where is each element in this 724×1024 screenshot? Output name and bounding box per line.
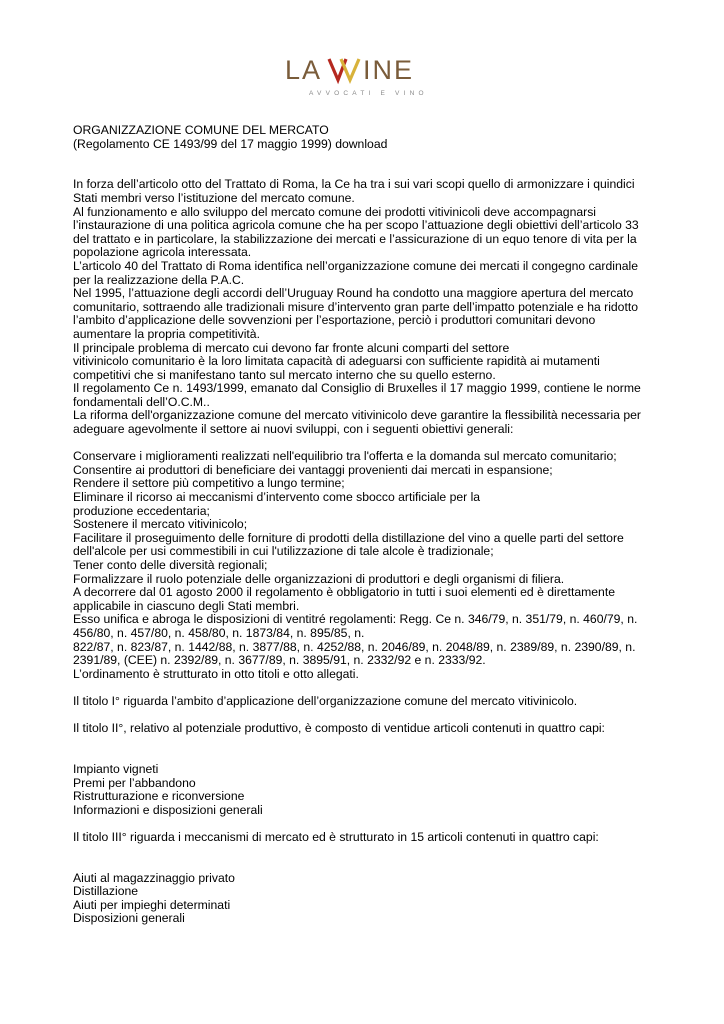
text-line: applicabile in ciascuno degli Stati membri. bbox=[73, 598, 300, 613]
list-item: Informazioni e disposizioni generali bbox=[73, 802, 263, 817]
text-line: fondamentali dell’O.C.M.. bbox=[73, 394, 210, 409]
logo-vv-mark bbox=[329, 59, 359, 80]
text-line: Il principale problema di mercato cui devono far fronte alcuni comparti del settore bbox=[73, 340, 510, 355]
text-line: Facilitare il proseguimento delle forniture di prodotti della distillazione del vino a quelle parti del settore bbox=[73, 530, 624, 545]
text-line: 822/87, n. 823/87, n. 1442/88, n. 3877/88, n. 4252/88, n. 2046/89, n. 2048/89, n. 2389/89, n. 2390/89, n. bbox=[73, 639, 636, 654]
titolo-3-capi-list bbox=[73, 872, 653, 926]
titolo-2-text: Il titolo II°, relativo al potenziale produttivo, è composto di ventidue articoli contenuti in quattro capi: bbox=[73, 721, 605, 736]
text-line: L’articolo 40 del Trattato di Roma identifica nell’organizzazione comune dei mercati il congegno cardinale bbox=[73, 258, 639, 273]
text-line: L’ordinamento è strutturato in otto titoli e otto allegati. bbox=[73, 666, 359, 681]
text-line: Eliminare il ricorso ai meccanismi d’intervento come sbocco artificiale per la bbox=[73, 490, 481, 505]
text-line: Sostenere il mercato vitivinicolo; bbox=[73, 517, 248, 532]
logo-tagline: AVVOCATI E VINO bbox=[309, 90, 428, 97]
text-line: produzione eccedentaria; bbox=[73, 503, 210, 518]
text-line: Esso unifica e abroga le disposizioni di ventitré regolamenti: Regg. Ce n. 346/79, n. 351/79, n. 460/79, n. bbox=[73, 612, 638, 627]
titolo-1-text: Il titolo I° riguarda l’ambito d’applicazione dell’organizzazione comune del mercato vitivinicolo. bbox=[73, 693, 578, 708]
text-line: Conservare i miglioramenti realizzati nell'equilibrio tra l'offerta e la domanda sul mercato comunitario; bbox=[73, 449, 617, 464]
list-item: Disposizioni generali bbox=[73, 911, 185, 926]
text-line: dell'alcole per usi commestibili in cui l'utilizzazione di tale alcole è tradizionale; bbox=[73, 544, 494, 559]
document-subtitle: (Regolamento CE 1493/99 del 17 maggio 1999) download bbox=[73, 136, 388, 151]
list-item: Ristrutturazione e riconversione bbox=[73, 789, 245, 804]
titolo-3-text: Il titolo III° riguarda i meccanismi di mercato ed è strutturato in 15 articoli contenuti in quattro capi: bbox=[73, 829, 599, 844]
text-line: adeguare agevolmente il settore ai nuovi sviluppi, con i seguenti obiettivi generali: bbox=[73, 422, 514, 437]
text-line: l’ambito d’applicazione delle sovvenzioni per l’esportazione, perciò i produttori comunitari devono bbox=[73, 313, 596, 328]
text-line: l’instaurazione di una politica agricola comune che ha per scopo l’attuazione degli obiettivi dell’articolo 33 bbox=[73, 218, 639, 233]
text-line: In forza dell’articolo otto del Trattato di Roma, la Ce ha tra i sui vari scopi quello di armonizzare i quindici bbox=[73, 177, 635, 192]
intro-paragraphs bbox=[73, 178, 653, 436]
text-line: competitivi che si manifestano tanto sul mercato interno che su quello esterno. bbox=[73, 367, 496, 382]
text-line: aumentare la propria competitività. bbox=[73, 326, 260, 341]
text-line: Al funzionamento e allo sviluppo del mercato comune dei prodotti vitivinicoli deve accompagnarsi bbox=[73, 204, 596, 219]
list-item: Impianto vigneti bbox=[73, 761, 159, 776]
titolo-2-capi-list bbox=[73, 763, 653, 817]
text-line: Nel 1995, l’attuazione degli accordi dell’Uruguay Round ha condotto una maggiore apertura del mercato bbox=[73, 286, 634, 301]
text-line: comunitario, sottraendo alle tradizionali misure d’intervento gran parte dell’impatto potenziale e ha ridotto bbox=[73, 299, 639, 314]
text-line: Formalizzare il ruolo potenziale delle organizzazioni di produttori e degli organismi di filiera. bbox=[73, 571, 565, 586]
list-item: Aiuti per impieghi determinati bbox=[73, 897, 231, 912]
logo-text-ine: INE bbox=[363, 55, 415, 85]
text-line: La riforma dell'organizzazione comune del mercato vitivinicolo deve garantire la flessibilità necessaria per bbox=[73, 408, 641, 423]
logo-text-la: LA bbox=[285, 55, 323, 85]
text-line: Stati membri verso l’istituzione del mercato comune. bbox=[73, 190, 355, 205]
text-line: Il regolamento Ce n. 1493/1999, emanato dal Consiglio di Bruxelles il 17 maggio 1999, contiene le norme bbox=[73, 381, 641, 396]
document-title: ORGANIZZAZIONE COMUNE DEL MERCATO bbox=[73, 123, 329, 137]
brand-logo bbox=[283, 53, 443, 97]
text-line: Tener conto delle diversità regionali; bbox=[73, 558, 268, 572]
list-item: Aiuti al magazzinaggio privato bbox=[73, 870, 235, 885]
list-item: Distillazione bbox=[73, 884, 139, 899]
text-line: 2391/89, (CEE) n. 2392/89, n. 3677/89, n. 3895/91, n. 2332/92 e n. 2333/92. bbox=[73, 653, 486, 668]
text-line: vitivinicolo comunitario è la loro limitata capacità di adeguarsi con sufficiente rapidità ai mutamenti bbox=[73, 354, 600, 369]
text-line: per la realizzazione della P.A.C. bbox=[73, 272, 245, 287]
text-line: Consentire ai produttori di beneficiare dei vantaggi provenienti dai mercati in espansione; bbox=[73, 462, 553, 477]
text-line: del trattato e in particolare, la stabilizzazione dei mercati e l’assicurazione di un equo tenore di vita per la bbox=[73, 231, 637, 246]
text-line: 456/80, n. 457/80, n. 458/80, n. 1873/84, n. 895/85, n. bbox=[73, 625, 365, 640]
text-line: popolazione agricola interessata. bbox=[73, 245, 252, 260]
text-line: A decorrere dal 01 agosto 2000 il regolamento è obbligatorio in tutti i suoi elementi ed è direttamente bbox=[73, 585, 616, 600]
list-item: Premi per l’abbandono bbox=[73, 775, 196, 790]
objectives-list bbox=[73, 450, 653, 681]
text-line: Rendere il settore più competitivo a lungo termine; bbox=[73, 476, 345, 491]
document-body bbox=[73, 124, 653, 926]
